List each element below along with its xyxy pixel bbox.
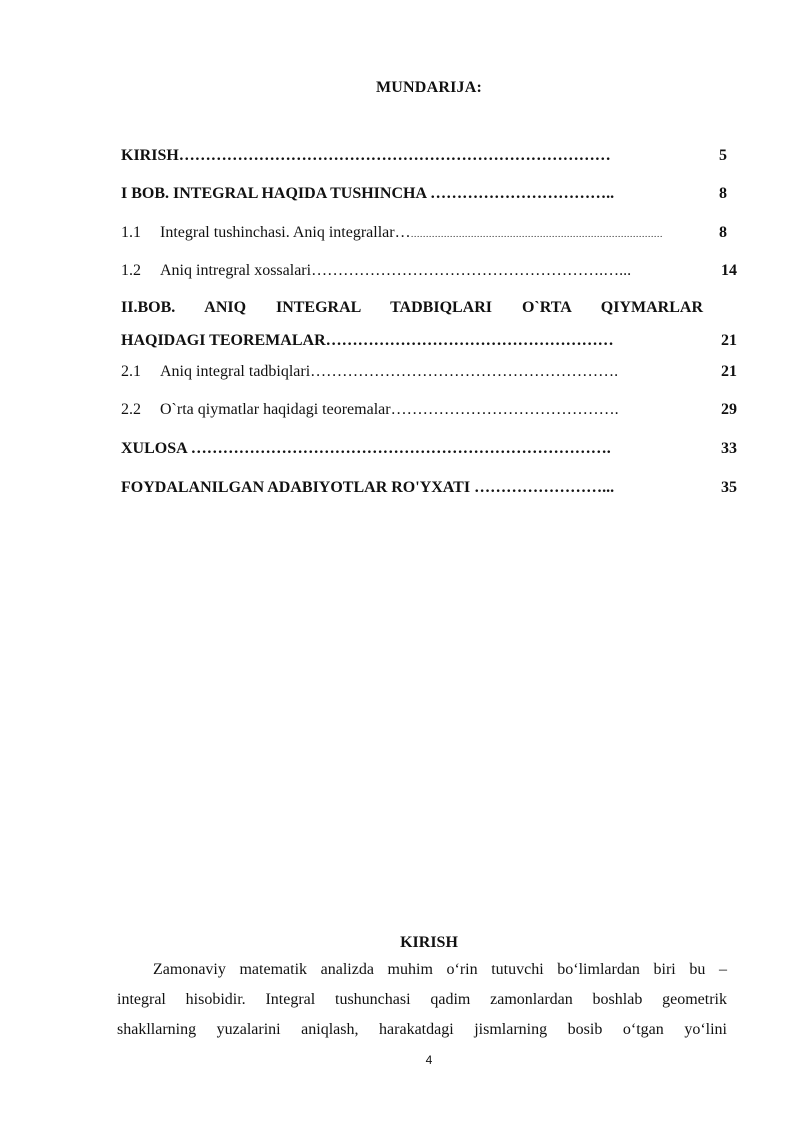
toc-entry-page: 33 [721,440,737,457]
toc-entry-text: Integral tushinchasi. Aniq integrallar… [160,224,411,241]
toc-entry-text: Aniq integral tadbiqlari…………………………………………………. [160,363,619,380]
toc-entry-text: HAQIDAGI TEOREMALAR……………………………………………… [121,332,614,349]
toc-entry-page: 21 [721,332,737,349]
toc-entry-page: 35 [721,479,737,496]
toc-entry-text: Aniq intregral xossalari……………………………………………….…... [160,262,632,279]
paragraph-line: shakllarning yuzalarini aniqlash, harakatdagi jismlarning bosib o‘tgan yo‘lini [117,1021,727,1038]
toc-entry-number: 2.2 [121,401,141,418]
section-heading-kirish: KIRISH [400,934,458,951]
toc-entry-number: 1.2 [121,262,141,279]
toc-entry-text: XULOSA ……………………………………………………………………. [121,440,611,457]
toc-entry-number: 2.1 [121,363,141,380]
toc-entry-text: O`rta qiymatlar haqidagi teoremalar……………………………………. [160,401,619,418]
paragraph-line: integral hisobidir. Integral tushunchasi qadim zamonlardan boshlab geometrik [117,991,727,1008]
toc-entry-text: FOYDALANILGAN ADABIYOTLAR RO'YXATI ……………………... [121,479,615,496]
toc-entry-leader: ………………………………………………………………………… [410,229,663,239]
toc-entry-text: I BOB. INTEGRAL HAQIDA TUSHINCHA …………………………….. [121,185,615,202]
toc-entry-page: 5 [719,147,727,164]
page-number: 4 [425,1053,433,1067]
toc-entry-text: KIRISH……………………………………………………………………… [121,147,611,164]
toc-entry-page: 21 [721,363,737,380]
intro-paragraph [117,955,727,1045]
toc-entry-chapter-2-line1[interactable]: II.BOB. ANIQ INTEGRAL TADBIQLARI O`RTA QIYMARLAR [121,299,703,316]
toc-entry-page: 8 [719,224,727,241]
toc-entry-page: 29 [721,401,737,418]
toc-entry-page: 14 [721,262,737,279]
toc-title: MUNDARIJA: [376,79,482,96]
paragraph-line: Zamonaviy matematik analizda muhim o‘rin tutuvchi bo‘limlardan biri bu – [153,961,727,978]
toc-entry-page: 8 [719,185,727,202]
toc-entry-number: 1.1 [121,224,141,241]
